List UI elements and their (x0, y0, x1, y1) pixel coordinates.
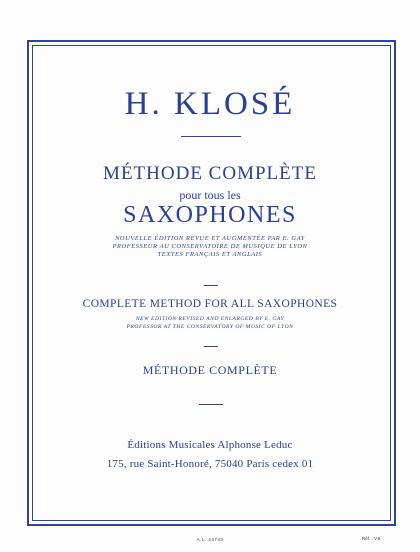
english-title: COMPLETE METHOD FOR ALL SAXOPHONES (82, 298, 338, 310)
pour-tous-les-text: pour tous les (179, 188, 241, 202)
french-edition-line: PROFESSEUR AU CONSERVATOIRE DE MUSIQUE DE LYON (112, 243, 308, 250)
method-title: MÉTHODE COMPLÈTE (103, 163, 317, 184)
english-edition-line: NEW EDITION REVISED AND ENLARGED BY E. GAY (135, 316, 285, 322)
instrument-title: SAXOPHONES (123, 202, 297, 228)
reference-code: Réf. : V.8 (362, 536, 381, 541)
publisher-name: Éditions Musicales Alphonse Leduc (127, 439, 293, 451)
french-edition-line: TEXTES FRANÇAIS ET ANGLAIS (157, 251, 263, 258)
composer-name: H. KLOSÉ (124, 86, 296, 122)
volume-title: MÉTHODE COMPLÈTE (142, 363, 278, 377)
publisher-address: 175, rue Saint-Honoré, 75040 Paris cedex 01 (106, 458, 314, 470)
divider-rule (181, 136, 241, 137)
divider-rule (199, 404, 223, 405)
english-edition-line: PROFESSOR AT THE CONSERVATORY OF MUSIC OF LYON (126, 324, 294, 330)
divider-rule (204, 285, 218, 286)
divider-rule (204, 346, 218, 347)
french-edition-line: NOUVELLE ÉDITION REVUE ET AUGMENTÉE PAR E. GAY (115, 235, 305, 242)
catalog-code: A.L. 24743 (196, 537, 224, 542)
